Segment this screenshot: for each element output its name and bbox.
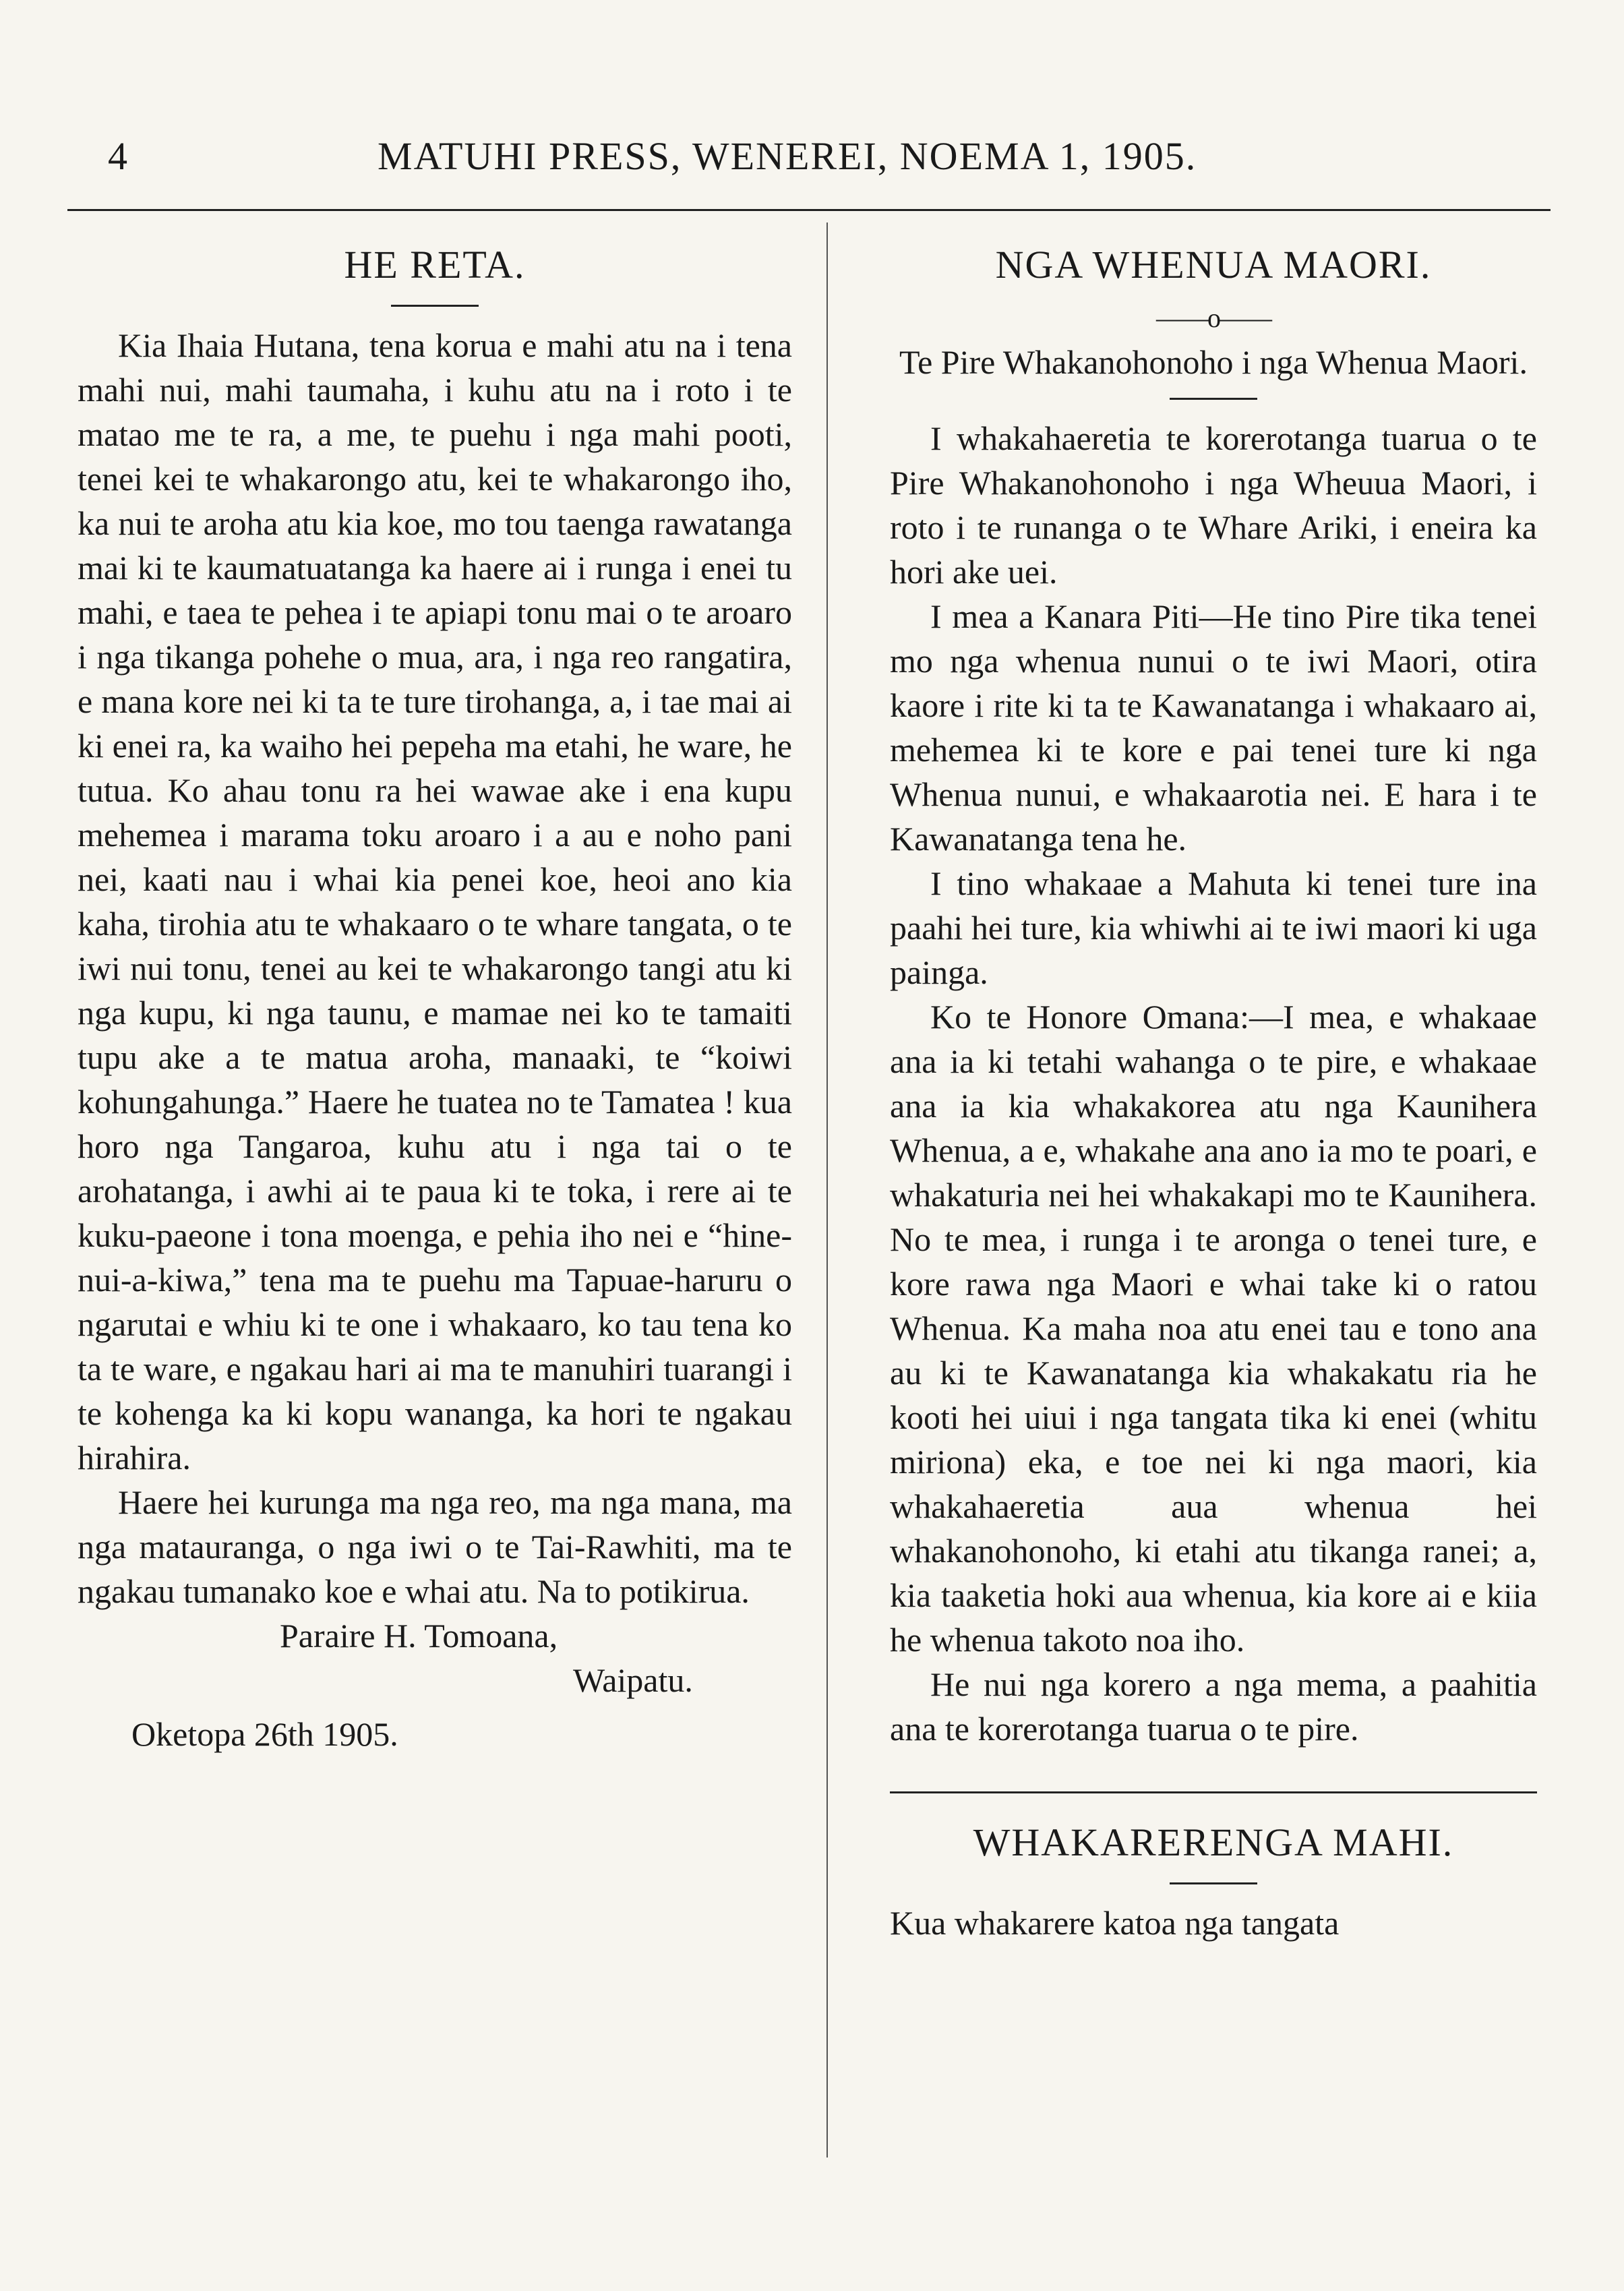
section-separator [890, 1791, 1537, 1793]
title-rule [391, 305, 479, 307]
article-paragraph-3: I tino whakaae a Mahuta ki tenei ture ina paahi hei ture, kia whiwhi ai te iwi maori ki uga painga. [890, 864, 1537, 991]
letter-title: HE RETA. [344, 243, 526, 287]
section2-rule [1170, 1882, 1257, 1884]
subtitle-rule [1170, 398, 1257, 400]
right-column [890, 243, 1537, 1945]
letter-date: Oketopa 26th 1905. [131, 1715, 398, 1753]
signature-place: Waipatu. [573, 1661, 693, 1699]
page-number: 4 [108, 134, 129, 178]
section-title-whenua: NGA WHENUA MAORI. [995, 243, 1432, 287]
article-paragraph-4: Ko te Honore Omana:—I mea, e whakaae ana ia ki tetahi wahanga o te pire, e whakaae ana ia kia whakakorea atu nga Kaunihera Whenua, a e, whakahe ana ano ia mo te poari, e whakaturia nei hei whakakapi mo te Kaunihera. No te mea, i runga i te aronga o tenei ture, e kore rawa nga Maori e whai take ki o ratou Whenua. Ka maha noa atu enei tau e tono ana au ki te Kawanatanga kia whakakatu ria he kooti hei uiui i nga tangata tika ki enei (whitu miriona) eka, e toe nei ki nga maori, kia whakahaeretia aua whenua hei whakanohonoho, ki etahi atu tikanga ranei; a, kia taaketia hoki aua whenua, kia kore ai e kiia he whenua takoto noa iho. [890, 998, 1537, 1659]
letter-paragraph-1: Kia Ihaia Hutana, tena korua e mahi atu na i tena mahi nui, mahi taumaha, i kuhu atu na i roto i te matao me te ra, a me, te puehu i nga mahi pooti, tenei kei te whakarongo atu, kei te whakarongo iho, ka nui te aroha atu kia koe, mo tou taenga rawatanga mai ki te kaumatuatanga ka haere ai i runga i enei tu mahi, e taea te pehea i te apiapi tonu mai o te aroaro i nga tikanga pohehe o mua, ara, i nga reo rangatira, e mana kore nei ki ta te ture tirohanga, a, i tae mai ai ki enei ra, ka waiho hei pepeha ma etahi, he ware, he tutua. Ko ahau tonu ra hei wawae ake i ena kupu mehemea i marama toku aroaro i a au e noho pani nei, kaati nau i whai kia penei koe, heoi ano kia kaha, tirohia atu te whakaaro o te whare tangata, o te iwi nui tonu, tenei au kei te whakarongo tangi atu ki nga kupu, ki nga taunu, e mamae nei ko te tamaiti tupu ake a te matua aroha, manaaki, te “koiwi kohungahunga.” Haere he tuatea no te Tamatea ! kua horo nga Tangaroa, kuhu atu i nga tai o te arohatanga, i awhi ai te paua ki te toka, i rere ai te kuku-paeone i tona moenga, e pehia iho nei e “hine-nui-a-kiwa,” tena ma te puehu ma Tapuae-haruru o ngarutai e whiu ki te one i whakaaro, ko tau tena ko ta te ware, e ngakau hari ai ma te manuhiri tuarangi i te kohenga ka ki kopu wananga, ka hori te ngakau hirahira. [78, 326, 792, 1477]
article-paragraph-1: I whakahaeretia te korerotanga tuarua o te Pire Whakanohonoho i nga Wheuua Maori, i roto i te runanga o te Whare Ariki, i eneira ka hori ake uei. [890, 419, 1537, 591]
page-header [67, 128, 1362, 189]
column-divider [826, 222, 828, 2158]
section2-text: Kua whakarere katoa nga tangata [890, 1904, 1340, 1942]
section-subtitle: Te Pire Whakanohonoho i nga Whenua Maori. [899, 343, 1528, 381]
masthead: MATUHI PRESS, WENEREI, NOEMA 1, 1905. [378, 134, 1197, 178]
section-divider: ——o—— [1156, 303, 1271, 333]
left-column [78, 243, 792, 1756]
header-rule [67, 209, 1551, 211]
section-title-whakarerenga: WHAKARERENGA MAHI. [973, 1820, 1454, 1864]
letter-paragraph-2: Haere hei kurunga ma nga reo, ma nga mana, ma nga matauranga, o nga iwi o te Tai-Rawhiti, ma te ngakau tumanako koe e whai atu. Na to potikirua. [78, 1483, 792, 1610]
article-paragraph-5: He nui nga korero a nga mema, a paahitia ana te korerotanga tuarua o te pire. [890, 1665, 1537, 1748]
article-paragraph-2: I mea a Kanara Piti—He tino Pire tika tenei mo nga whenua nunui o te iwi Maori, otira kaore i rite ki ta te Kawanatanga i whakaaro ai, mehemea ki te kore e pai tenei ture ki nga Whenua nunui, e whakaarotia nei. E hara i te Kawanatanga tena he. [890, 597, 1537, 858]
signature-name: Paraire H. Tomoana, [280, 1617, 558, 1655]
